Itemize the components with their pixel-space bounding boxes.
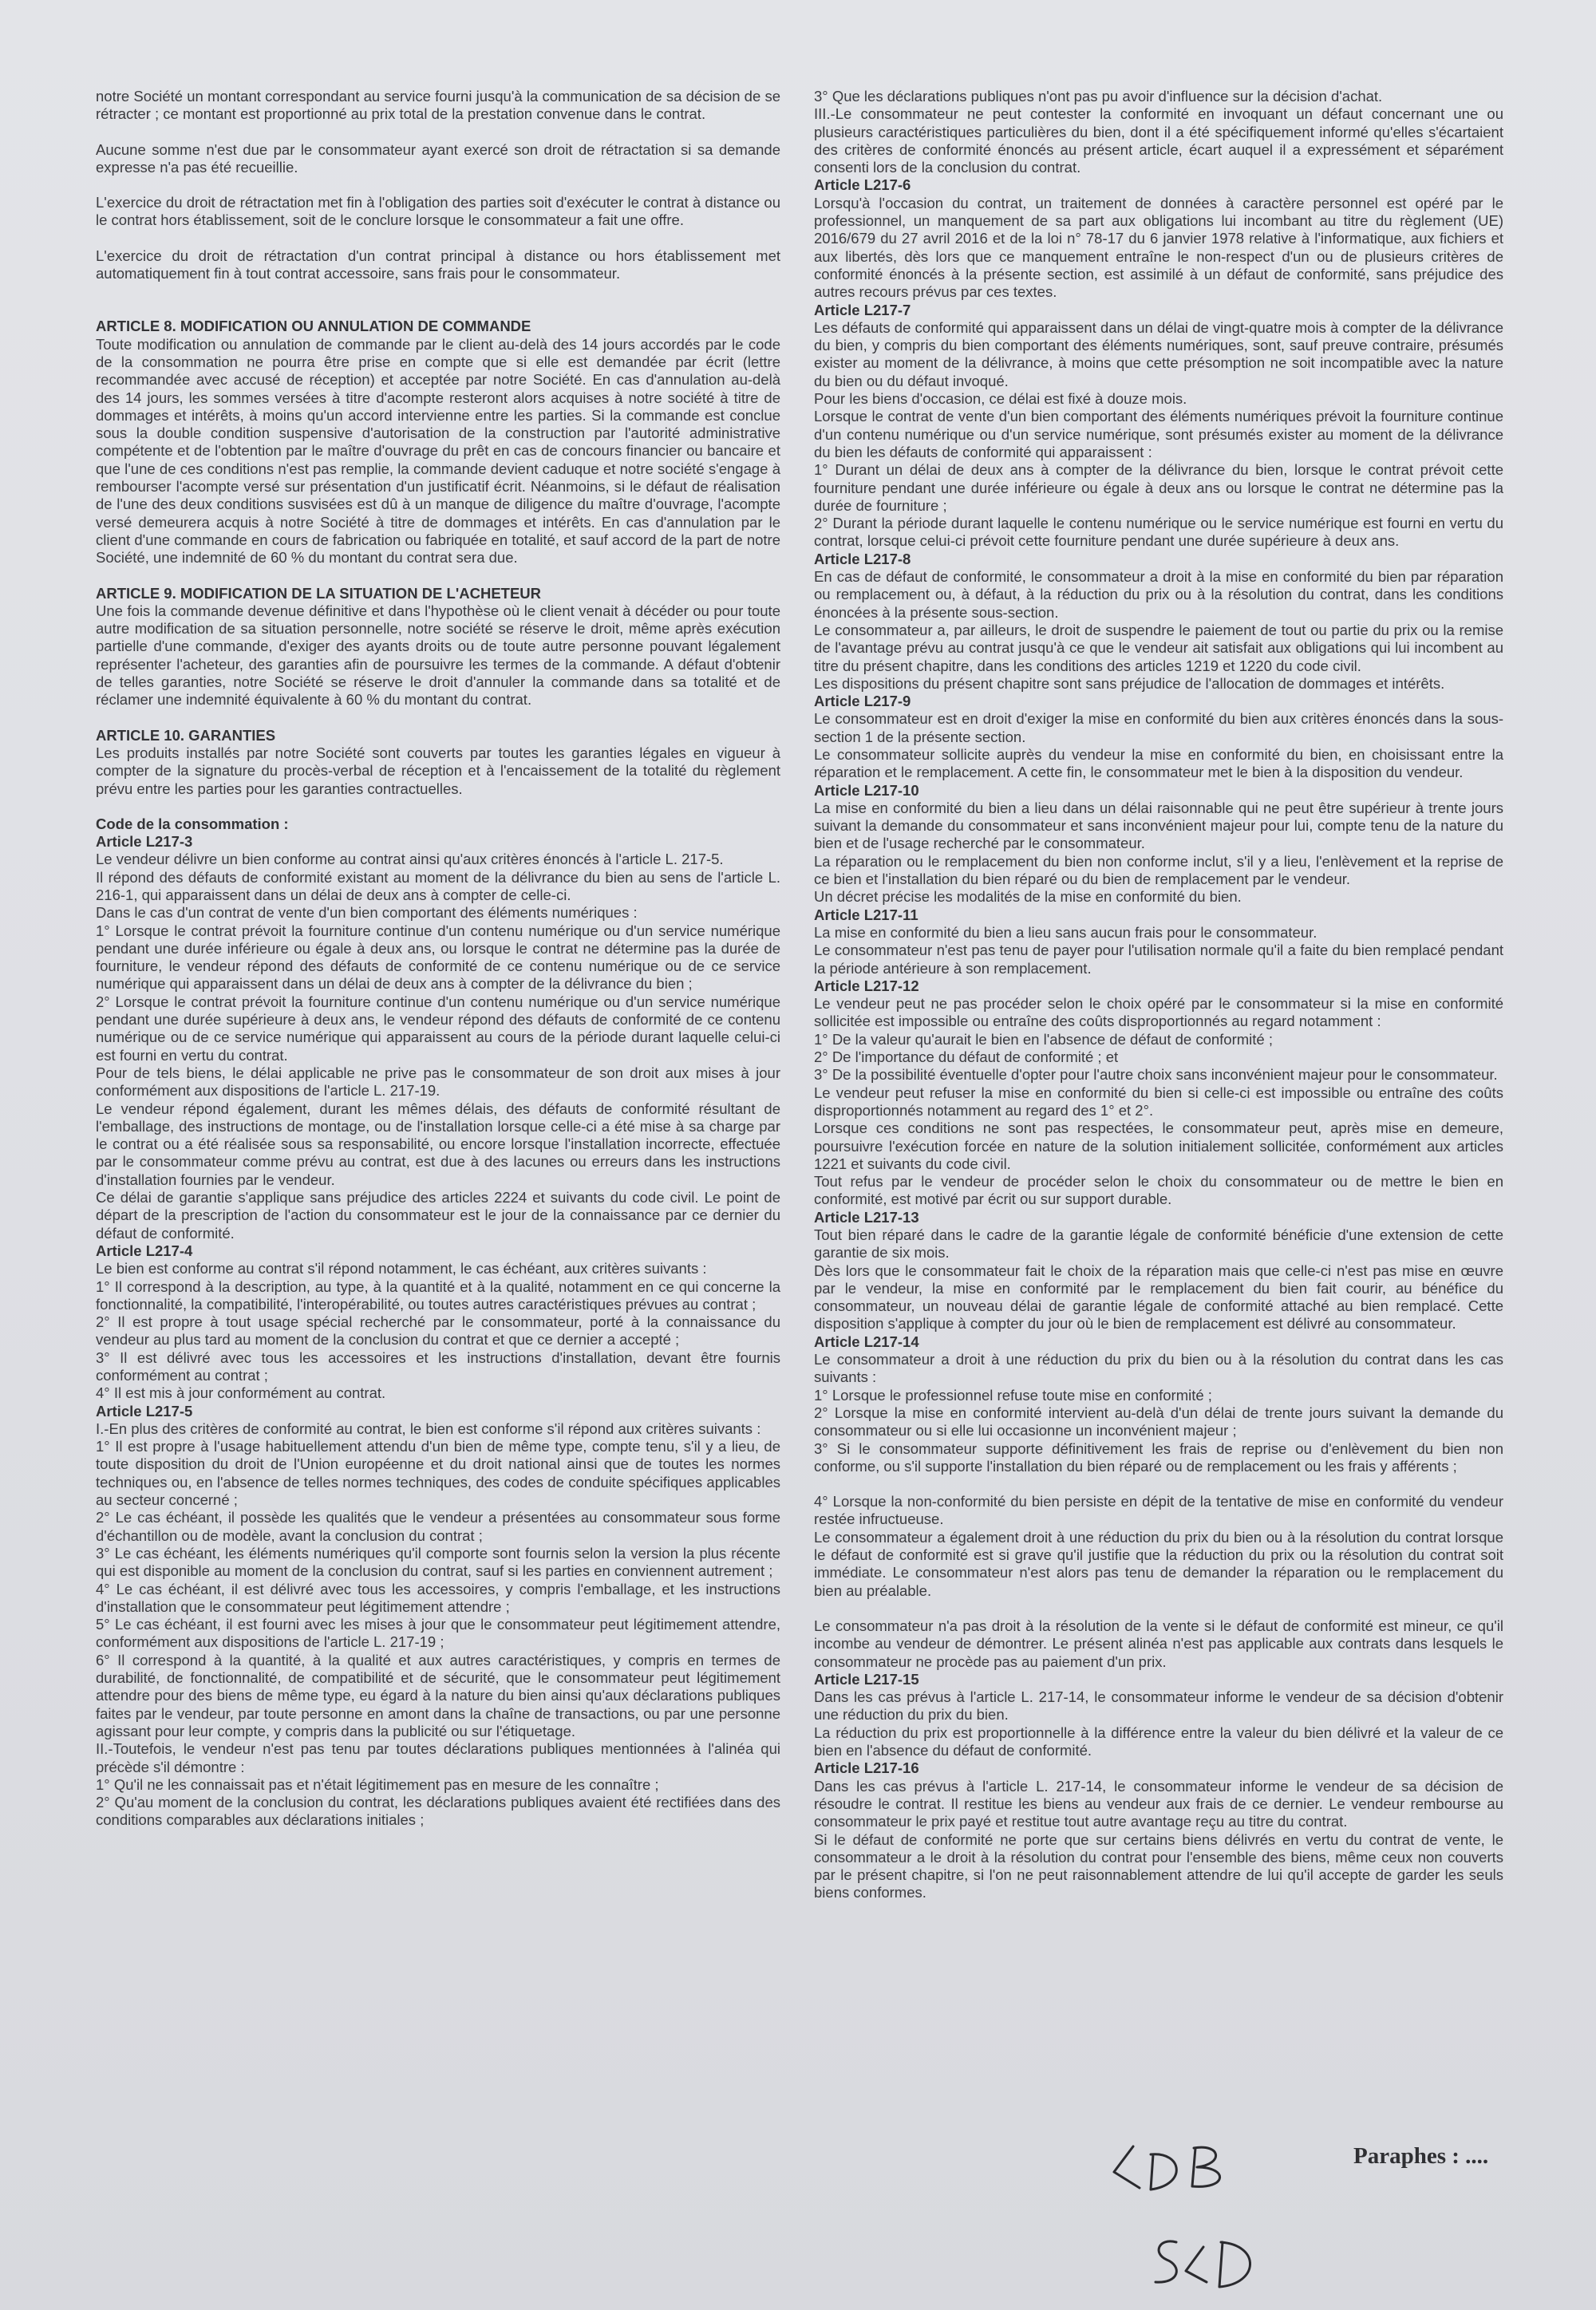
handwritten-initials-ldb [1109,2137,1253,2201]
section-heading: Article L217-7 [814,301,911,318]
paragraph: 3° Que les déclarations publiques n'ont pas pu avoir d'influence sur la décision d'achat. [814,88,1383,105]
paragraph: 3° Le cas échéant, les éléments numériques qu'il comporte sont fournis selon la version la plus récente qui est disponible au moment de la conclusion du contrat, sauf si les parties en conviennent autrement ; [96,1544,780,1580]
section-heading: Article L217-13 [814,1208,919,1226]
paragraph-spacer [814,1600,1503,1617]
paragraph: Le consommateur sollicite auprès du vendeur la mise en conformité du bien, en choisissant entre la réparation et le remplacement. A cette fin, le consommateur met le bien à la disposition du vendeur. [814,745,1503,781]
paragraph: 1° De la valeur qu'aurait le bien en l'absence de défaut de conformité ; [814,1030,1273,1048]
paragraph: Pour les biens d'occasion, ce délai est fixé à douze mois. [814,390,1187,408]
paragraph-spacer [96,798,780,815]
paragraph: Un décret précise les modalités de la mise en conformité du bien. [814,888,1242,906]
section-heading: Article L217-14 [814,1333,919,1350]
paragraph: 6° Il correspond à la quantité, à la qualité et aux autres caractéristiques, y compris en termes de durabilité, de fonctionnalité, de compatibilité et de sécurité, que le consommateur peut légitimement attendre pour des biens de même type, eu égard à la nature du bien ainsi qu'aux déclarations publiques faites par le vendeur, par toute personne en amont dans la chaîne de transactions, ou par une personne agissant pour leur compte, y compris dans la publicité ou sur l'étiquetage. [96,1651,780,1739]
paragraph: Ce délai de garantie s'applique sans préjudice des articles 2224 et suivants du code civil. Le point de départ de la prescription de l'action du consommateur est le jour de la connaissance par ce dernier du défaut de conformité. [96,1189,780,1242]
paragraph: 2° Durant la période durant laquelle le contenu numérique ou le service numérique est fourni en vertu du contrat, lorsque celui-ci prévoit cette fourniture pendant une durée supérieure à deux ans. [814,515,1503,550]
paragraph: Dans le cas d'un contrat de vente d'un bien comportant des éléments numériques : [96,904,638,922]
paragraph: Pour de tels biens, le délai applicable ne prive pas le consommateur de son droit aux mises à jour conformément aux dispositions de l'article L. 217-19. [96,1064,780,1100]
section-heading: Article L217-15 [814,1670,919,1688]
paragraph: Il répond des défauts de conformité existant au moment de la délivrance du bien au sens de l'article L. 216-1, qui apparaissent dans un délai de deux ans à compter de celle-ci. [96,868,780,903]
paragraph: 2° Lorsque la mise en conformité intervient au-delà d'un délai de trente jours suivant la demande du consommateur ou si elle lui occasionne un inconvénient majeur ; [814,1404,1503,1439]
section-heading: ARTICLE 8. MODIFICATION OU ANNULATION DE COMMANDE [96,318,531,335]
paragraph-spacer [96,567,780,585]
paragraph-spacer [96,282,780,318]
left-column [96,88,780,1830]
paragraph: La mise en conformité du bien a lieu sans aucun frais pour le consommateur. [814,923,1317,941]
paragraph: 2° De l'importance du défaut de conformité ; et [814,1048,1119,1066]
section-heading: Article L217-6 [814,176,911,194]
paragraph: En cas de défaut de conformité, le consommateur a droit à la mise en conformité du bien par réparation ou remplacement ou, à défaut, à la réduction du prix ou à la résolution du contrat, dans les conditions énoncées à la présente sous-section. [814,568,1503,621]
paragraph: Le vendeur délivre un bien conforme au contrat ainsi qu'aux critères énoncés à l'article L. 217-5. [96,851,724,868]
paragraph: Le vendeur peut ne pas procéder selon le choix opéré par le consommateur si la mise en conformité sollicitée est impossible ou entraîne des coûts disproportionnés au regard notamment : [814,995,1503,1030]
paragraph: 1° Durant un délai de deux ans à compter de la délivrance du bien, lorsque le contrat prévoit cette fourniture pendant une durée inférieure ou égale à deux ans ou lorsque le contrat ne détermine pas la durée de fourniture ; [814,461,1503,514]
paragraph: Tout bien réparé dans le cadre de la garantie légale de conformité bénéficie d'une extension de cette garantie de six mois. [814,1226,1503,1262]
section-heading: Article L217-5 [96,1402,193,1420]
paragraph: Le consommateur n'a pas droit à la résolution de la vente si le défaut de conformité est mineur, ce qu'il incombe au vendeur de démontrer. Le présent alinéa n'est pas applicable aux contrats dans lesquels le consommateur ne procède pas au paiement d'un prix. [814,1617,1503,1670]
paragraph: Les produits installés par notre Société sont couverts par toutes les garanties légales en vigueur à compter de la signature du procès-verbal de réception et à l'encaissement de la totalité du règlement prévu entre les parties pour les garanties contractuelles. [96,744,780,797]
paragraph: 1° Il est propre à l'usage habituellement attendu d'un bien de même type, compte tenu, s'il y a lieu, de toute disposition du droit de l'Union européenne et du droit national ainsi que de toutes les normes techniques ou, en l'absence de telles normes techniques, des codes de conduite spécifiques applicables au secteur concerné ; [96,1438,780,1509]
paragraph: III.-Le consommateur ne peut contester la conformité en invoquant un défaut concernant une ou plusieurs caractéristiques particulières du bien, dont il a été spécifiquement informé qu'elles s'écartaient des critères de conformité énoncés au présent article, écart auquel il a expressément et séparément consenti lors de la conclusion du contrat. [814,105,1503,176]
section-heading: Article L217-16 [814,1759,919,1777]
paragraph: La réduction du prix est proportionnelle à la différence entre la valeur du bien délivré et la valeur de ce bien en l'absence du défaut de conformité. [814,1724,1503,1759]
paragraph: Tout refus par le vendeur de procéder selon le choix du consommateur ou de mettre le bien en conformité, est motivé par écrit ou sur support durable. [814,1173,1503,1208]
paragraph: Les défauts de conformité qui apparaissent dans un délai de vingt-quatre mois à compter de la délivrance du bien, y compris du bien comportant des éléments numériques, sont, sauf preuve contraire, présumés exister au moment de la délivrance, à moins que cette présomption ne soit incompatible avec la nature du bien ou du défaut invoqué. [814,318,1503,389]
section-heading: Article L217-11 [814,906,918,923]
handwritten-initials-sld [1148,2231,1267,2295]
paragraph: Le consommateur est en droit d'exiger la mise en conformité du bien aux critères énoncés dans la sous-section 1 de la présente section. [814,710,1503,745]
paragraph: II.-Toutefois, le vendeur n'est pas tenu par toutes déclarations publiques mentionnées à l'alinéa qui précède s'il démontre : [96,1740,780,1775]
paragraph: Le vendeur peut refuser la mise en conformité du bien si celle-ci est impossible ou entraîne des coûts disproportionnés notamment au regard des 1° et 2°. [814,1084,1503,1119]
paragraph: 3° Si le consommateur supporte définitivement les frais de reprise ou d'enlèvement du bien non conforme, ou s'il supporte l'installation du bien réparé ou de remplacement ou les frais y afférents ; [814,1439,1503,1475]
paragraph: 2° Le cas échéant, il possède les qualités que le vendeur a présentées au consommateur sous forme d'échantillon ou de modèle, avant la conclusion du contrat ; [96,1509,780,1544]
paragraph: Le bien est conforme au contrat s'il répond notamment, le cas échéant, aux critères suivants : [96,1260,707,1277]
section-heading: Code de la consommation : [96,815,289,832]
paragraph: Toute modification ou annulation de commande par le client au-delà des 14 jours accordés par le code de la consommation ne pourra être prise en compte que si elle est demandée par écrit (lettre recommandée avec accusé de réception) et acceptée par notre Société. En cas d'annulation au-delà des 14 jours, les sommes versées à titre d'acompte resteront alors acquises à notre société à titre de dommages et intérêts, à moins qu'un accord intervienne entre les parties. Si la commande est conclue sous la double condition suspensive d'autorisation de la construction par l'autorité administrative compétente et de l'obtention par le maître d'ouvrage du prêt en cas de concours financier ou bancaire et que l'une de ces conditions n'est pas remplie, la commande devient caduque et notre société s'engage à rembourser l'acompte versé sur présentation d'un justificatif écrit. Néanmoins, si le défaut de réalisation de l'une des deux conditions susvisées est dû à un manque de diligence du maître d'ouvrage, l'acompte versé demeurera acquis à notre Société à titre de dommages et intérêts. En cas d'annulation par le client d'une commande en cours de fabrication ou fabriquée en totalité, et sauf accord de la part de notre Société, une indemnité de 60 % du montant du contrat sera due. [96,335,780,567]
paragraph: Dans les cas prévus à l'article L. 217-14, le consommateur informe le vendeur de sa décision d'obtenir une réduction du prix du bien. [814,1688,1503,1724]
paragraph: Le consommateur a également droit à une réduction du prix du bien ou à la résolution du contrat lorsque le défaut de conformité est si grave qu'il justifie que la réduction du prix ou la résolution du contrat soit immédiate. Le consommateur n'est alors pas tenu de demander la réparation ou le remplacement du bien au préalable. [814,1528,1503,1599]
paragraph: L'exercice du droit de rétractation d'un contrat principal à distance ou hors établissement met automatiquement fin à tout contrat accessoire, sans frais pour le consommateur. [96,247,780,282]
paragraph: 2° Lorsque le contrat prévoit la fourniture continue d'un contenu numérique ou d'un service numérique pendant une durée supérieure à deux ans, le vendeur répond des défauts de conformité de ce contenu numérique ou de ce service numérique qui apparaissent au cours de la période durant laquelle celui-ci est fourni en vertu du contrat. [96,993,780,1064]
paragraph: Le consommateur a droit à une réduction du prix du bien ou à la résolution du contrat dans les cas suivants : [814,1351,1503,1386]
paragraph: 1° Qu'il ne les connaissait pas et n'était légitimement pas en mesure de les connaître ; [96,1775,659,1793]
paragraph: 3° De la possibilité éventuelle d'opter pour l'autre choix sans inconvénient majeur pour le consommateur. [814,1066,1498,1084]
paragraph-spacer [96,709,780,727]
paragraph: 1° Il correspond à la description, au type, à la quantité et à la qualité, notamment en ce qui concerne la fonctionnalité, la compatibilité, l'interopérabilité, ou toutes autres caractéristiques prévues au contrat ; [96,1277,780,1313]
paragraph: 2° Qu'au moment de la conclusion du contrat, les déclarations publiques avaient été rectifiées dans des conditions comparables aux déclarations initiales ; [96,1794,780,1829]
paragraph: Le vendeur répond également, durant les mêmes délais, des défauts de conformité résultant de l'emballage, des instructions de montage, ou de l'installation lorsque celle-ci a été mise à sa charge par le contrat ou a été réalisée sous sa responsabilité, ou encore lorsque l'installation incorrecte, effectuée par le consommateur comme prévu au contrat, est due à des lacunes ou erreurs dans les instructions d'installation fournies par le vendeur. [96,1100,780,1188]
paragraph: L'exercice du droit de rétractation met fin à l'obligation des parties soit d'exécuter le contrat à distance ou le contrat hors établissement, soit de le conclure lorsque le consommateur a fait une offre. [96,194,780,229]
paragraph: 4° Lorsque la non-conformité du bien persiste en dépit de la tentative de mise en conformité du vendeur restée infructueuse. [814,1493,1503,1528]
paragraph: 5° Le cas échéant, il est fourni avec les mises à jour que le consommateur peut légitimement attendre, conformément aux dispositions de l'article L. 217-19 ; [96,1616,780,1651]
paragraph: 1° Lorsque le professionnel refuse toute mise en conformité ; [814,1386,1212,1404]
paragraph: Le consommateur n'est pas tenu de payer pour l'utilisation normale qu'il a faite du bien remplacé pendant la période antérieure à son remplacement. [814,942,1503,977]
right-column [814,88,1503,1902]
paragraph-spacer [814,1475,1503,1493]
section-heading: Article L217-12 [814,977,919,994]
paragraph: Lorsqu'à l'occasion du contrat, un traitement de données à caractère personnel est opéré par le professionnel, un manquement de sa part aux obligations lui incombant au titre du règlement (UE) 2016/679 du 27 avril 2016 et de la loi n° 78-17 du 6 janvier 1978 relative à l'informatique, aux fichiers et aux libertés, dès lors que ce manquement entraîne le non-respect d'un ou de plusieurs critères de conformité énoncés à la présente section, est assimilé à un défaut de conformité, sans préjudice des autres recours prévus par ces textes. [814,194,1503,301]
section-heading: ARTICLE 9. MODIFICATION DE LA SITUATION DE L'ACHETEUR [96,584,542,602]
section-heading: Article L217-10 [814,781,919,799]
paragraph: Lorsque le contrat de vente d'un bien comportant des éléments numériques prévoit la fourniture continue d'un contenu numérique ou d'un service numérique, sont présumés exister au moment de la délivrance du bien les défauts de conformité qui apparaissent : [814,408,1503,460]
section-heading: Article L217-8 [814,550,911,567]
paragraph: Les dispositions du présent chapitre sont sans préjudice de l'allocation de dommages et intérêts. [814,674,1445,692]
section-heading: Article L217-3 [96,833,193,851]
paragraph: La mise en conformité du bien a lieu dans un délai raisonnable qui ne peut être supérieur à trente jours suivant la demande du consommateur et sans inconvénient majeur pour lui, compte tenu de la nature du bien et de l'usage recherché par le consommateur. [814,799,1503,852]
paragraph: Si le défaut de conformité ne porte que sur certains biens délivrés en vertu du contrat de vente, le consommateur a le droit à la résolution du contrat pour l'ensemble des biens, même ceux non couverts par le présent chapitre, si l'on ne peut raisonnablement attendre de lui qu'il accepte de garder les seuls biens conformes. [814,1830,1503,1901]
paragraph-spacer [96,230,780,247]
paragraph: 4° Le cas échéant, il est délivré avec tous les accessoires, y compris l'emballage, et les instructions d'installation que le consommateur peut légitimement attendre ; [96,1580,780,1615]
paragraph: Aucune somme n'est due par le consommateur ayant exercé son droit de rétractation si sa demande expresse n'a pas été recueillie. [96,140,780,176]
paragraph: Dès lors que le consommateur fait le choix de la réparation mais que celle-ci n'est pas mise en œuvre par le vendeur, la mise en conformité par le remplacement du bien fait courir, au bénéfice du consommateur, un nouveau délai de garantie légale de conformité attaché au bien remplacé. Cette disposition s'applique à compter du jour où le bien de remplacement est délivré au consommateur. [814,1262,1503,1333]
paragraph: 4° Il est mis à jour conformément au contrat. [96,1384,386,1402]
paragraph: La réparation ou le remplacement du bien non conforme inclut, s'il y a lieu, l'enlèvement et la reprise de ce bien et l'installation du bien réparé ou du bien de remplacement par le vendeur. [814,852,1503,888]
paragraph: notre Société un montant correspondant au service fourni jusqu'à la communication de sa décision de se rétracter ; ce montant est proportionné au prix total de la prestation convenue dans le contrat. [96,88,780,123]
paragraph: Dans les cas prévus à l'article L. 217-14, le consommateur informe le vendeur de sa décision de résoudre le contrat. Il restitue les biens au vendeur aux frais de ce dernier. Le vendeur rembourse au consommateur le prix payé et restitue tout autre avantage reçu au titre du contrat. [814,1777,1503,1830]
paraphes-label: Paraphes : .... [1353,2143,1489,2169]
paragraph-spacer [96,124,780,141]
paragraph: 1° Lorsque le contrat prévoit la fourniture continue d'un contenu numérique ou d'un service numérique pendant une durée inférieure ou égale à deux ans, ou lorsque le contrat ne détermine pas la durée de fourniture, le vendeur répond des défauts de conformité de ce contenu numérique ou de ce service numérique qui apparaissent dans un délai de deux ans à compter de la délivrance du bien ; [96,922,780,993]
paragraph-spacer [96,176,780,194]
paragraph: 3° Il est délivré avec tous les accessoires et les instructions d'installation, devant être fournis conformément au contrat ; [96,1348,780,1384]
section-heading: ARTICLE 10. GARANTIES [96,726,276,744]
paragraph: Le consommateur a, par ailleurs, le droit de suspendre le paiement de tout ou partie du prix ou la remise de l'avantage prévu au contrat jusqu'à ce que le vendeur ait satisfait aux obligations qui lui incombent au titre du présent chapitre, dans les conditions des articles 1219 et 1220 du code civil. [814,621,1503,674]
paragraph: Lorsque ces conditions ne sont pas respectées, le consommateur peut, après mise en demeure, poursuivre l'exécution forcée en nature de la solution initialement sollicitée, conformément aux articles 1221 et suivants du code civil. [814,1119,1503,1172]
paragraph: I.-En plus des critères de conformité au contrat, le bien est conforme s'il répond aux critères suivants : [96,1420,761,1437]
paragraph: 2° Il est propre à tout usage spécial recherché par le consommateur, porté à la connaissance du vendeur au plus tard au moment de la conclusion du contrat et que ce dernier a accepté ; [96,1313,780,1348]
section-heading: Article L217-9 [814,693,911,710]
section-heading: Article L217-4 [96,1242,193,1259]
paragraph: Une fois la commande devenue définitive et dans l'hypothèse où le client venait à décéder ou pour toute autre modification de sa situation personnelle, notre société se réserve le droit, même après exécution partielle d'une commande, d'exiger des ayants droits ou de toute autre personne pouvant légalement représenter l'acheteur, des garanties afin de poursuivre les termes de la commande. A défaut d'obtenir de telles garanties, notre Société se réserve le droit d'annuler la commande dans sa totalité et de réclamer une indemnité équivalente à 60 % du montant du contrat. [96,602,780,709]
